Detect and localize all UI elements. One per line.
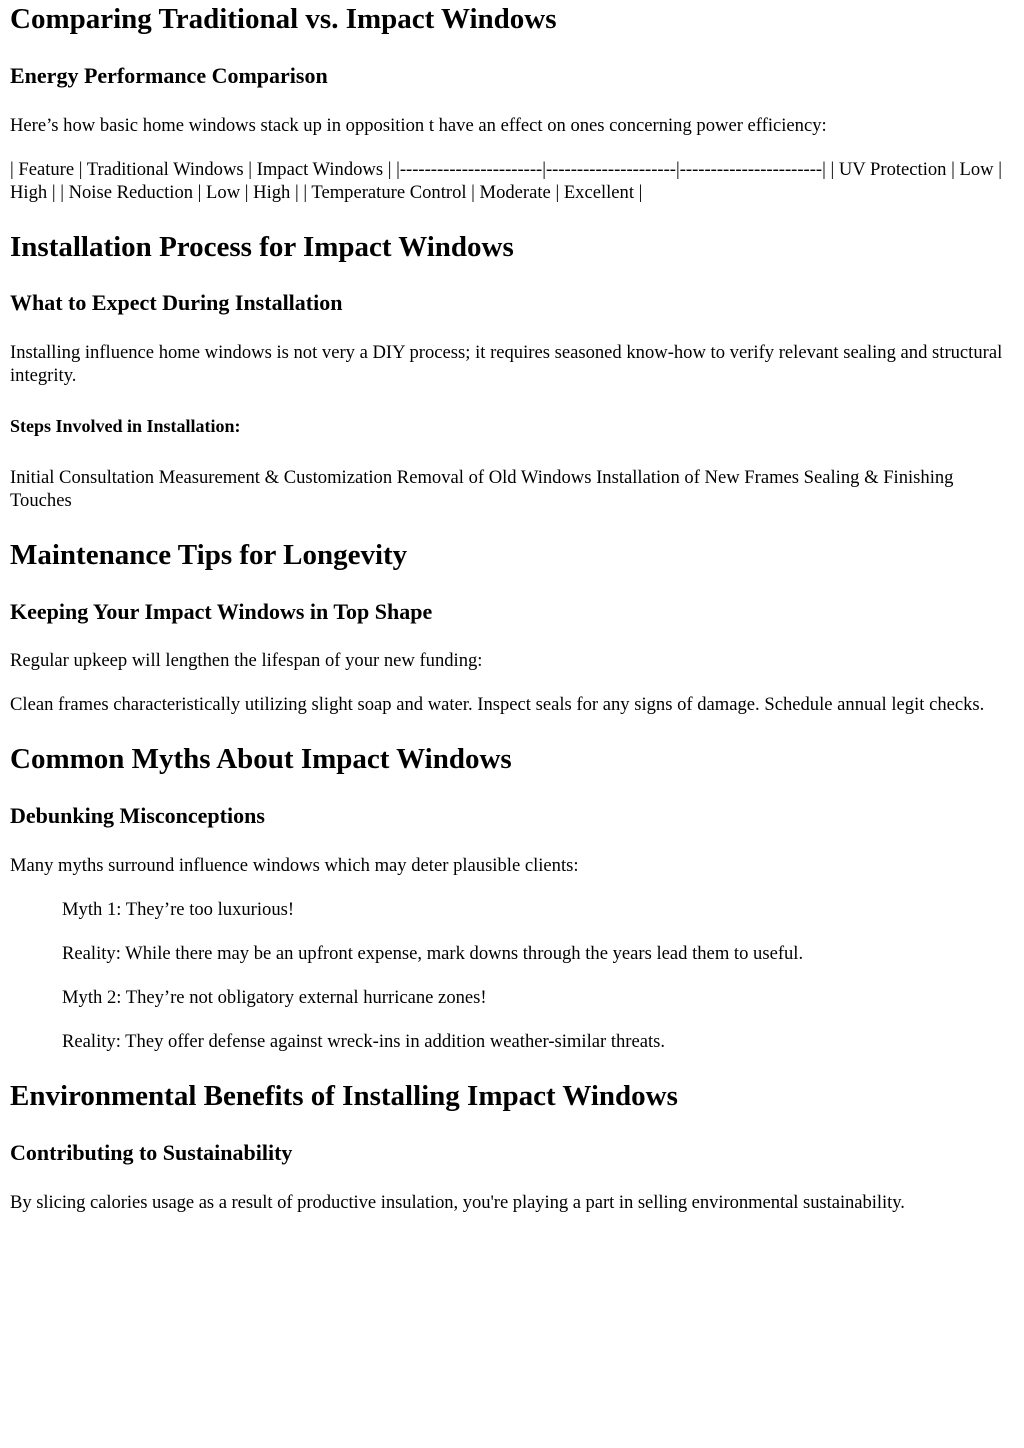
section-heading-environmental: Environmental Benefits of Installing Impact Windows [10,1080,678,1112]
reality-1: Reality: While there may be an upfront expense, mark downs through the years lead them to useful. [62,943,804,964]
section-heading-myths: Common Myths About Impact Windows [10,743,512,775]
paragraph-maintenance-tips: Clean frames characteristically utilizing slight soap and water. Inspect seals for any signs of damage. Schedule annual legit checks. [10,694,985,715]
article [0,2,1024,1214]
paragraph-maintenance-intro: Regular upkeep will lengthen the lifespan of your new funding: [10,650,483,671]
section-heading-comparison: Comparing Traditional vs. Impact Windows [10,3,557,35]
paragraph-installation-intro: Installing influence home windows is not very a DIY process; it requires seasoned know-how to verify relevant sealing and structural integrity. [10,342,1003,386]
paragraph-installation-steps: Initial Consultation Measurement & Customization Removal of Old Windows Installation of New Frames Sealing & Finishing Touches [10,467,954,511]
myth-2: Myth 2: They’re not obligatory external hurricane zones! [62,987,487,1008]
paragraph-myths-intro: Many myths surround influence windows which may deter plausible clients: [10,855,579,876]
myth-1: Myth 1: They’re too luxurious! [62,899,295,920]
reality-2: Reality: They offer defense against wreck-ins in addition weather-similar threats. [62,1031,666,1052]
paragraph-energy-intro: Here’s how basic home windows stack up in opposition t have an effect on ones concerning power efficiency: [10,115,827,136]
subheading-steps: Steps Involved in Installation: [10,416,241,436]
subheading-keeping-top-shape: Keeping Your Impact Windows in Top Shape [10,599,433,624]
subheading-sustainability: Contributing to Sustainability [10,1140,293,1165]
subheading-what-to-expect: What to Expect During Installation [10,290,343,315]
section-heading-installation: Installation Process for Impact Windows [10,231,514,263]
subheading-debunking: Debunking Misconceptions [10,803,265,828]
paragraph-sustainability: By slicing calories usage as a result of productive insulation, you're playing a part in selling environmental sustainability. [10,1192,905,1213]
section-heading-maintenance: Maintenance Tips for Longevity [10,539,408,571]
paragraph-comparison-table-text: | Feature | Traditional Windows | Impact Windows | |-----------------------|---------------------|-----------------------| | UV Protection | Low | High | | Noise Reduction | Low | High | | Temperature Control | Moderate | Excellent | [10,159,1002,203]
subheading-energy-performance: Energy Performance Comparison [10,63,328,88]
